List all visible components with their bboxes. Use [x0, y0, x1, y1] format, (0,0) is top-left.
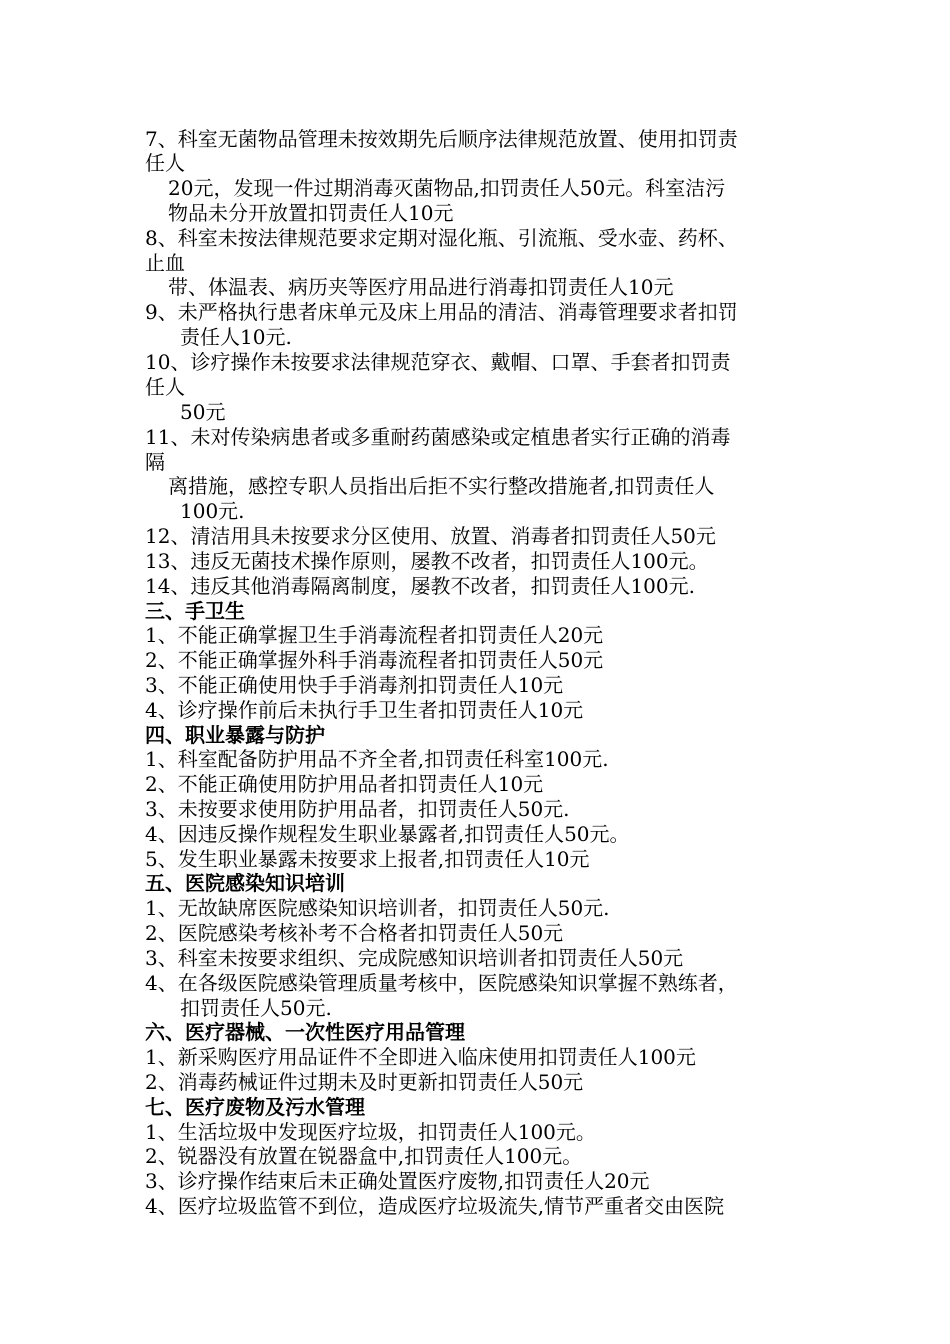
section-heading: 七、医疗废物及污水管理 — [145, 1095, 365, 1119]
text-line: 1、不能正确掌握卫生手消毒流程者扣罚责任人20元 — [145, 623, 604, 647]
text-line: 带、体温表、病历夹等医疗用品进行消毒扣罚责任人10元 — [168, 275, 674, 299]
text-line: 14、违反其他消毒隔离制度，屡教不改者，扣罚责任人100元. — [145, 574, 695, 598]
text-line: 2、不能正确掌握外科手消毒流程者扣罚责任人50元 — [145, 648, 604, 672]
text-line: 3、诊疗操作结束后未正确处置医疗废物,扣罚责任人20元 — [145, 1169, 650, 1193]
text-line: 1、无故缺席医院感染知识培训者，扣罚责任人50元. — [145, 896, 610, 920]
text-line: 2、锐器没有放置在锐器盒中,扣罚责任人100元。 — [145, 1144, 583, 1168]
text-line: 3、科室未按要求组织、完成院感知识培训者扣罚责任人50元 — [145, 946, 684, 970]
text-line: 13、违反无菌技术操作原则，屡教不改者，扣罚责任人100元。 — [145, 549, 709, 573]
text-line: 1、生活垃圾中发现医疗垃圾，扣罚责任人100元。 — [145, 1120, 596, 1144]
text-line: 11、未对传染病患者或多重耐药菌感染或定植患者实行正确的消毒 — [145, 425, 731, 449]
text-line: 9、未严格执行患者床单元及床上用品的清洁、消毒管理要求者扣罚 — [145, 300, 738, 324]
text-line: 4、医疗垃圾监管不到位，造成医疗垃圾流失,情节严重者交由医院 — [145, 1194, 725, 1218]
text-line: 4、因违反操作规程发生职业暴露者,扣罚责任人50元。 — [145, 822, 630, 846]
text-line: 7、科室无菌物品管理未按效期先后顺序法律规范放置、使用扣罚责 — [145, 127, 738, 151]
section-heading: 五、医院感染知识培训 — [145, 871, 345, 895]
text-line: 1、科室配备防护用品不齐全者,扣罚责任科室100元. — [145, 747, 609, 771]
text-line: 5、发生职业暴露未按要求上报者,扣罚责任人10元 — [145, 847, 590, 871]
text-line: 止血 — [145, 251, 185, 275]
text-line: 隔 — [145, 450, 165, 474]
text-line: 3、未按要求使用防护用品者，扣罚责任人50元. — [145, 797, 570, 821]
text-line: 物品未分开放置扣罚责任人10元 — [168, 201, 454, 225]
section-heading: 四、职业暴露与防护 — [145, 723, 325, 747]
text-line: 2、医院感染考核补考不合格者扣罚责任人50元 — [145, 921, 564, 945]
text-line: 10、诊疗操作未按要求法律规范穿衣、戴帽、口罩、手套者扣罚责 — [145, 350, 731, 374]
text-line: 2、不能正确使用防护用品者扣罚责任人10元 — [145, 772, 544, 796]
text-line: 20元，发现一件过期消毒灭菌物品,扣罚责任人50元。科室洁污 — [168, 176, 726, 200]
text-line: 4、在各级医院感染管理质量考核中，医院感染知识掌握不熟练者， — [145, 971, 738, 995]
text-line: 100元. — [180, 499, 245, 523]
text-line: 8、科室未按法律规范要求定期对湿化瓶、引流瓶、受水壶、药杯、 — [145, 226, 738, 250]
text-line: 1、新采购医疗用品证件不全即进入临床使用扣罚责任人100元 — [145, 1045, 696, 1069]
text-line: 扣罚责任人50元. — [180, 996, 332, 1020]
text-line: 任人 — [145, 151, 185, 175]
text-line: 3、不能正确使用快手手消毒剂扣罚责任人10元 — [145, 673, 564, 697]
section-heading: 六、医疗器械、一次性医疗用品管理 — [145, 1020, 465, 1044]
text-line: 50元 — [180, 400, 226, 424]
text-line: 4、诊疗操作前后未执行手卫生者扣罚责任人10元 — [145, 698, 584, 722]
text-line: 任人 — [145, 375, 185, 399]
section-heading: 三、手卫生 — [145, 599, 245, 623]
text-line: 离措施，感控专职人员指出后拒不实行整改措施者,扣罚责任人 — [168, 474, 715, 498]
text-line: 12、清洁用具未按要求分区使用、放置、消毒者扣罚责任人50元 — [145, 524, 716, 548]
text-line: 责任人10元. — [180, 325, 292, 349]
text-line: 2、消毒药械证件过期未及时更新扣罚责任人50元 — [145, 1070, 584, 1094]
